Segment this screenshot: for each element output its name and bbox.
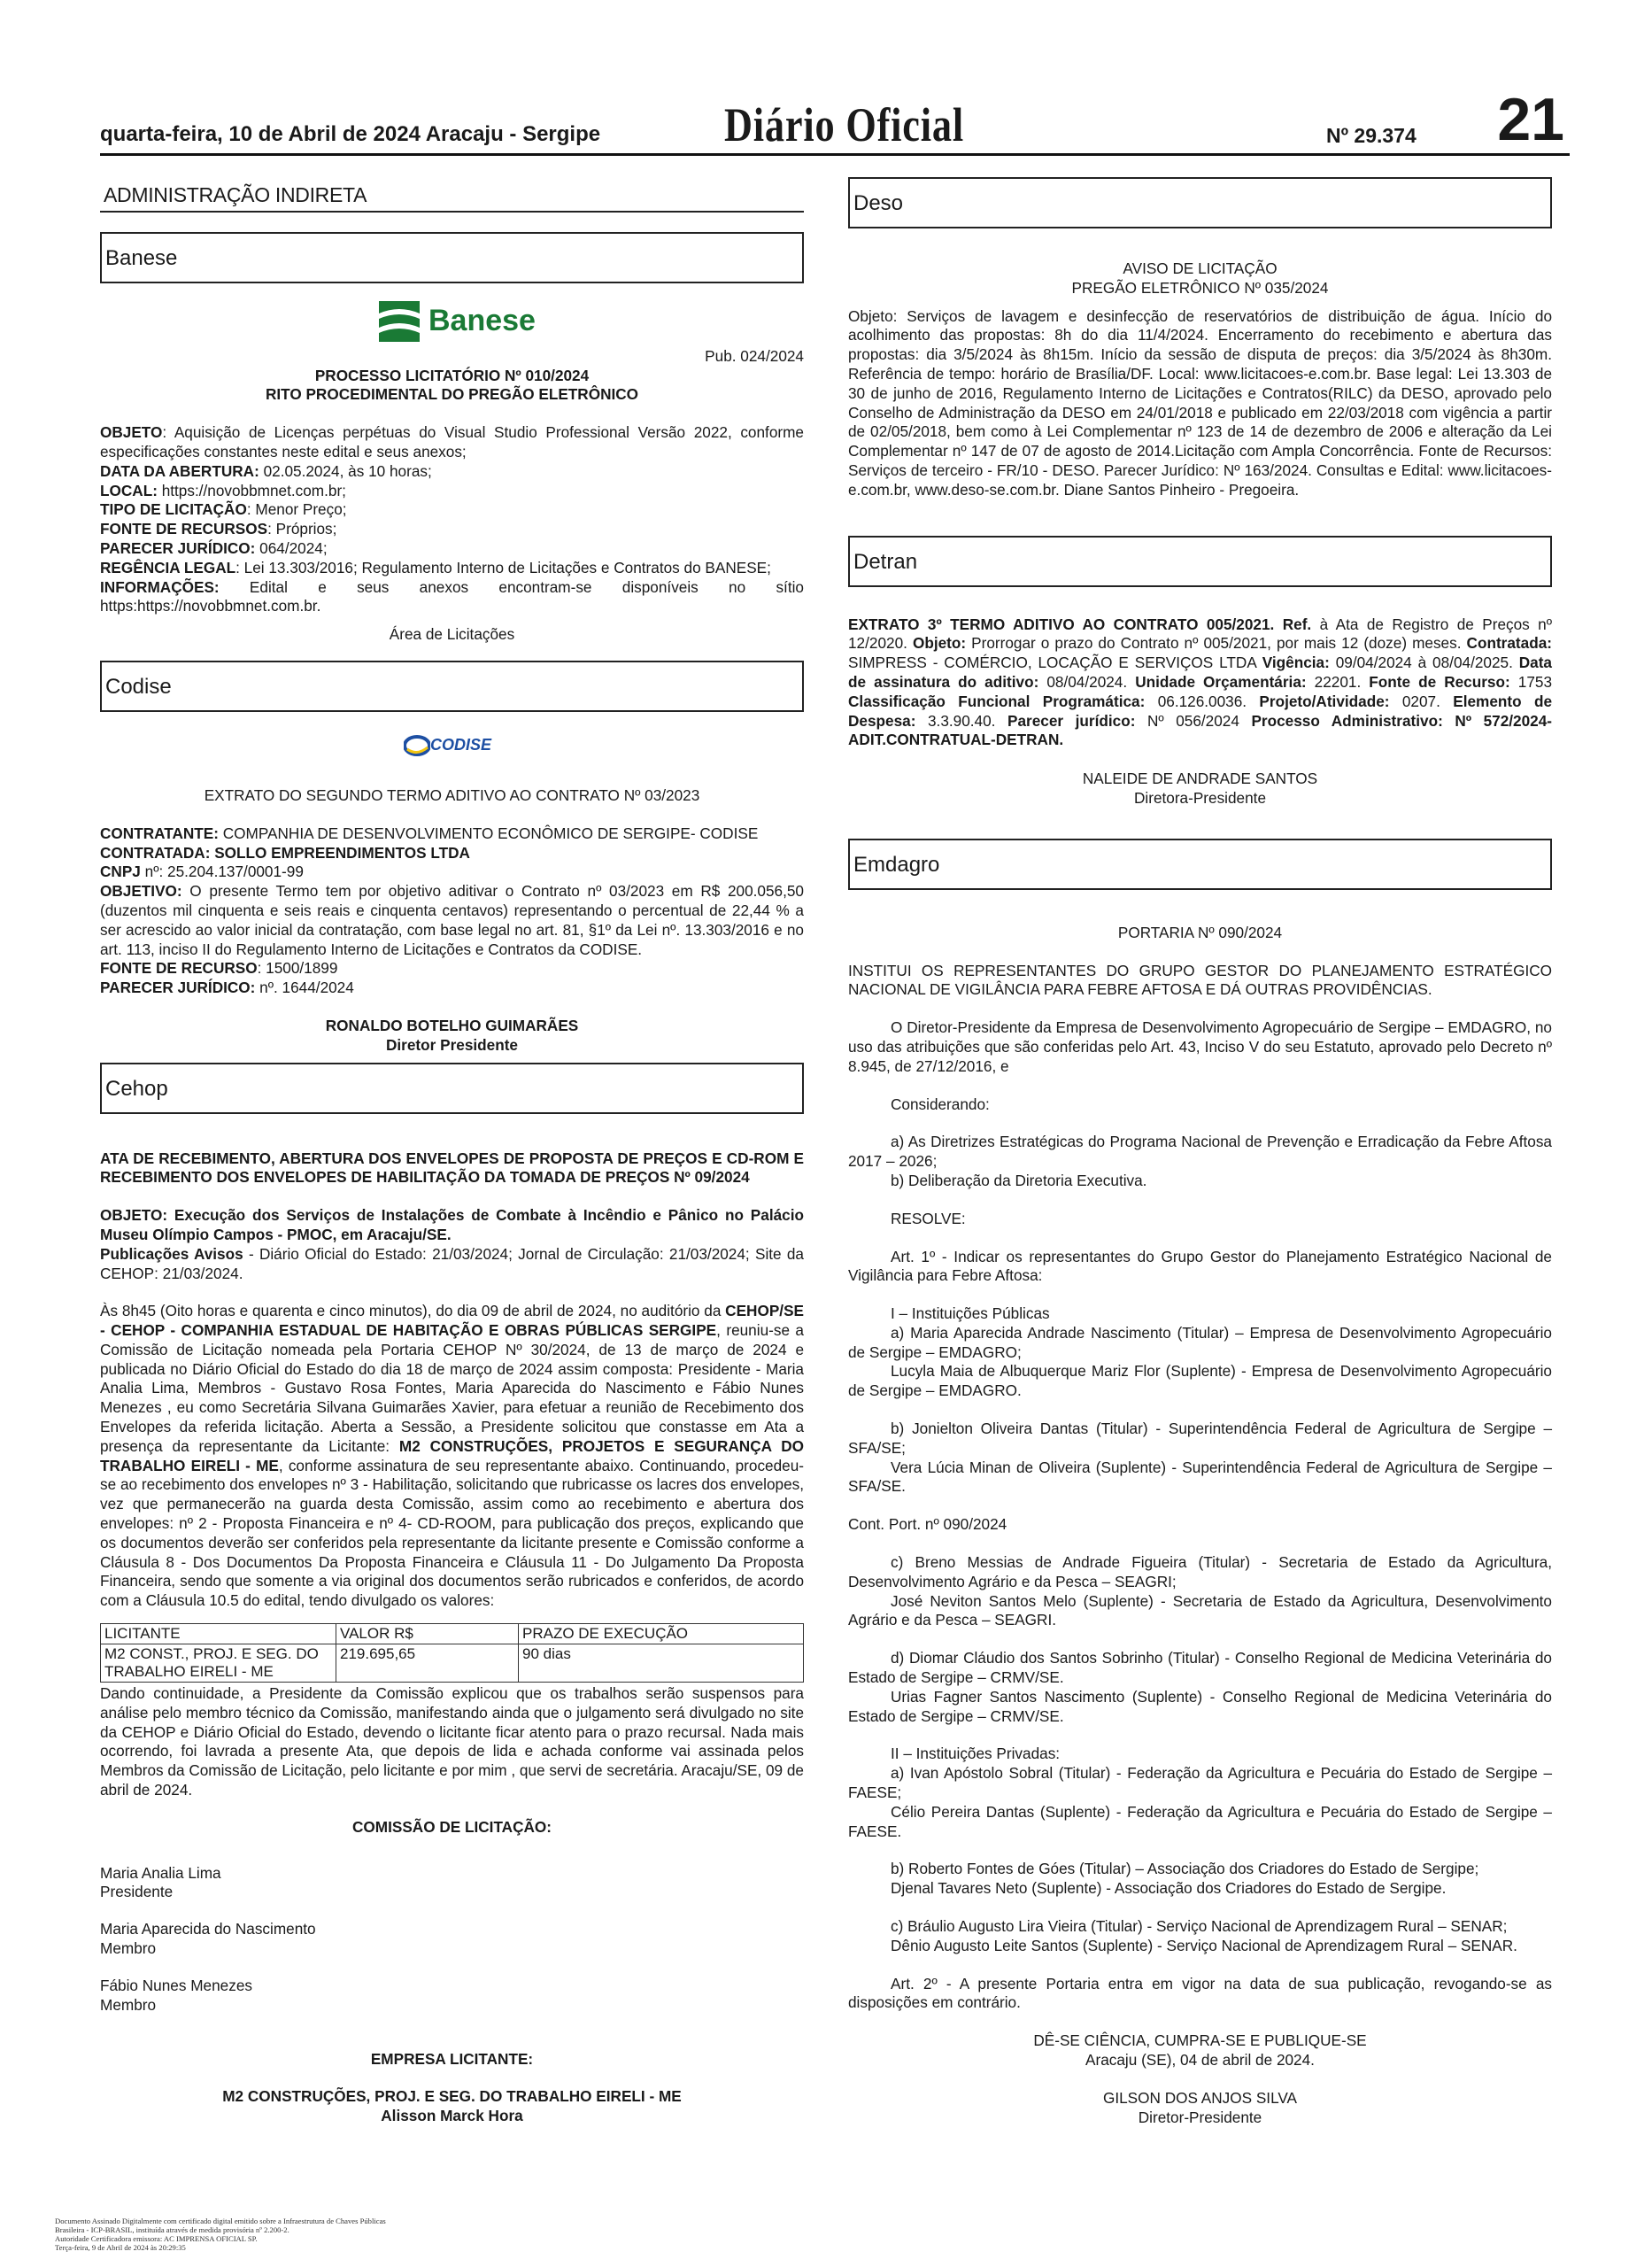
detran-t16: 06.126.0036. — [1145, 692, 1260, 710]
banese-title1: PROCESSO LICITATÓRIO Nº 010/2024 — [314, 366, 590, 384]
banese-regencia-label: REGÊNCIA LEGAL — [100, 558, 236, 576]
banese-section-box: Banese — [100, 232, 804, 283]
emdagro-ementa: INSTITUI OS REPRESENTANTES DO GRUPO GESTOR DO PLANEJAMENTO ESTRATÉGICO NACIONAL DE VIGILÂNCIA PARA FEBRE AFTOSA E DÁ OUTRAS PROVIDÊNCIAS. — [848, 961, 1552, 999]
banese-objeto: : Aquisição de Licenças perpétuas do Visual Studio Professional Versão 2022, conforme especificações constantes neste edital e seus anexos; — [100, 423, 804, 460]
emdagro-cb: b) Deliberação da Diretoria Executiva. — [891, 1171, 1147, 1189]
cehop-p1a: Às 8h45 (Oito horas e quarenta e cinco minutos), do dia 09 de abril de 2024, no auditório da — [100, 1302, 726, 1320]
banese-mark-icon — [379, 301, 420, 342]
banese-logo-area — [100, 290, 804, 352]
footer-line: Brasileira - ICP-BRASIL, instituída através de medida provisória nº 2.200-2. — [55, 2225, 289, 2234]
detran-t15: Classificação Funcional Programática: — [848, 692, 1146, 710]
cehop-p1e: , conforme assinatura de seu representante abaixo. Continuando, procedeu-se ao recebimento dos envelopes nº 3 - Habilitação, solicitando que rubricasse os lacres dos envelopes, vez que permanecerão na guarda desta Comissão, assim como ao recebimento e abertura dos envelopes: nº 2 - Proposta Financeira e nº 4- CD-ROOM, para publicação dos preços, explicando que os documentos deverão ser conferidos pela representante da licitante presente e Comissão conforme a Cláusula 8 - Dos Documentos Da Proposta Financeira e Cláusula 11 - Do Julgamento Da Proposta Financeira, sendo que somente a via original dos documentos serão rubricados e conferidos, de acordo com a Cláusula 10.5 do edital, tendo divulgado os valores: — [100, 1456, 804, 1610]
detran-t11: Unidade Orçamentária: — [1135, 672, 1307, 691]
cehop-p1c: , reuniu-se a Comissão de Licitação nomeada pela Portaria CEHOP Nº 30/2024, de 13 de março de 2024 e publicada no Diário Oficial do Estado do dia 18 de março de 2024 assim composta: Presidente - Maria Analia Lima, Membros - Gustavo Rosa Fontes, Maria Aparecida do Nascimento e Fábio Nunes Menezes , eu como Secretária Silvana Guimarães Xavier, para efetuar a reunião de Recebimento dos Envelopes da referida licitação. Aberta a Sessão, a Presidente solicitou que constasse em Ata a presença da representante da Licitante: — [100, 1321, 804, 1455]
detran-t2: à Ata de Registro de Preços nº 12/2020. — [848, 615, 1552, 653]
emdagro-title: PORTARIA Nº 090/2024 — [1117, 923, 1283, 941]
emdagro-ic: c) Breno Messias de Andrade Figueira (Titular) - Secretaria de Estado da Agricultura, Desenvolvimento Agrário e da Pesca – SEAGRI; — [848, 1553, 1552, 1590]
cehop-empresa-label: EMPRESA LICITANTE: — [370, 2050, 534, 2069]
emdagro-id: d) Diomar Cláudio dos Santos Sobrinho (Titular) - Conselho Regional de Medicina Veterinária do Estado de Sergipe – CRMV/SE. — [848, 1649, 1552, 1687]
header-title: Diário Oficial — [724, 98, 964, 151]
detran-t12: 22201. — [1306, 672, 1370, 691]
emdagro-section-box: Emdagro — [848, 839, 1552, 890]
detran-t18: 0207. — [1389, 692, 1454, 710]
cehop-member-2 — [100, 1920, 804, 1959]
emdagro-iia2: Célio Pereira Dantas (Suplente) - Federação da Agricultura e Pecuária do Estado de Sergipe – FAESE. — [848, 1802, 1552, 1840]
deso-section-box: Deso — [848, 177, 1552, 228]
cehop-empresa: M2 CONSTRUÇÕES, PROJ. E SEG. DO TRABALHO EIRELI - ME — [222, 2087, 682, 2106]
emdagro-ca: a) As Diretrizes Estratégicas do Programa Nacional de Prevenção e Erradicação da Febre Aftosa 2017 – 2026; — [848, 1133, 1552, 1171]
banese-tipo-label: TIPO DE LICITAÇÃO — [100, 500, 247, 519]
cehop-objeto-block — [100, 1206, 804, 1283]
detran-t14: 1753 — [1509, 672, 1553, 691]
emdagro-considerando: Considerando: — [891, 1095, 990, 1113]
footer-line: Documento Assinado Digitalmente com certificado digital emitido sobre a Infraestrutura de Chaves Públicas — [55, 2217, 386, 2225]
codise-fonte: : 1500/1899 — [257, 959, 338, 978]
emdagro-art2: Art. 2º - A presente Portaria entra em vigor na data de sua publicação, revogando-se as disposições em contrário. — [848, 1974, 1552, 2012]
banese-pub: Pub. 024/2024 — [705, 346, 804, 365]
codise-sig-name: RONALDO BOTELHO GUIMARÃES — [325, 1016, 579, 1034]
emdagro-place: Aracaju (SE), 04 de abril de 2024. — [1085, 2051, 1315, 2069]
detran-t10: 08/04/2024. — [1038, 672, 1136, 691]
codise-mark-icon — [404, 735, 430, 756]
banese-fonte: : Próprios; — [267, 520, 337, 538]
detran-t1: EXTRATO 3º TERMO ADITIVO AO CONTRATO 005/2021. Ref. — [848, 615, 1312, 633]
detran-section-box: Detran — [848, 536, 1552, 587]
emdagro-iib: b) Roberto Fontes de Góes (Titular) – Associação dos Criadores do Estado de Sergipe; — [891, 1860, 1479, 1878]
banese-parecer-label: PARECER JURÍDICO: — [100, 538, 256, 557]
codise-contratante-label: CONTRATANTE: — [100, 824, 219, 842]
banese-parecer: 064/2024; — [255, 538, 328, 557]
deso-title1: AVISO DE LICITAÇÃO — [1123, 259, 1278, 277]
emdagro-ii: II – Instituições Privadas: — [891, 1745, 1061, 1763]
codise-body — [100, 824, 804, 998]
codise-title: EXTRATO DO SEGUNDO TERMO ADITIVO AO CONTRATO Nº 03/2023 — [204, 785, 700, 804]
banese-info-label: INFORMAÇÕES: — [100, 577, 220, 596]
footer-line: Autoridade Certificadora emissora: AC IMPRENSA OFICIAL SP. — [55, 2234, 258, 2243]
section-title: ADMINISTRAÇÃO INDIRETA — [100, 177, 804, 213]
detran-t3: Objeto: — [912, 634, 967, 653]
emdagro-iic2: Dênio Augusto Leite Santos (Suplente) - Serviço Nacional de Aprendizagem Rural – SENAR. — [891, 1936, 1517, 1954]
cehop-member-3 — [100, 1977, 804, 2016]
member-role: Membro — [100, 1995, 157, 2014]
emdagro-i: I – Instituições Públicas — [891, 1304, 1050, 1323]
header-date: quarta-feira, 10 de Abril de 2024 Aracaju - Sergipe — [100, 122, 601, 146]
cehop-rep: Alisson Marck Hora — [381, 2107, 523, 2124]
codise-logo-text: CODISE — [430, 736, 492, 754]
table-cell: 219.695,65 — [336, 1644, 519, 1683]
banese-title2: RITO PROCEDIMENTAL DO PREGÃO ELETRÔNICO — [265, 385, 639, 404]
cehop-paragraph-2: Dando continuidade, a Presidente da Comissão explicou que os trabalhos serão suspensos para análise pelo membro técnico da Comissão, manifestando ainda que o julgamento será divulgado no site da CEHOP e Diário Oficial do Estado, devendo o licitante ficar atento para o prazo recursal. Nada mais ocorrendo, foi lavrada a presente Ata, que depois de lida e achada conforme vai assinada pelos Membros da Comissão de Licitação, pelo licitante e por mim , que servi de secretária. Aracaju/SE, 09 de abril de 2024. — [100, 1684, 804, 1799]
emdagro-art1: Art. 1º - Indicar os representantes do Grupo Gestor do Planejamento Estratégico Nacional de Vigilância para Febre Aftosa: — [848, 1247, 1552, 1285]
cehop-objeto: OBJETO: Execução dos Serviços de Instalações de Combate à Incêndio e Pânico no Palácio Museu Olímpio Campos - PMOC, em Aracaju/SE. — [100, 1206, 804, 1243]
cehop-section-box: Cehop — [100, 1063, 804, 1114]
bids-table — [100, 1623, 804, 1683]
detran-t9: Data de assinatura do aditivo: — [848, 654, 1552, 691]
detran-text — [848, 615, 1552, 751]
emdagro-sig-name: GILSON DOS ANJOS SILVA — [1102, 2088, 1298, 2107]
emdagro-ia2: Lucyla Maia de Albuquerque Mariz Flor (Suplente) - Empresa de Desenvolvimento Agropecuário de Sergipe – EMDAGRO. — [848, 1362, 1552, 1400]
emdagro-ib: b) Jonielton Oliveira Dantas (Titular) - Superintendência Federal de Agricultura de Sergipe – SFA/SE; — [848, 1420, 1552, 1457]
emdagro-ib2: Vera Lúcia Minan de Oliveira (Suplente) - Superintendência Federal de Agricultura de Sergipe – SFA/SE. — [848, 1458, 1552, 1496]
member-name: Fábio Nunes Menezes — [100, 1976, 252, 1994]
banese-data: 02.05.2024, às 10 horas; — [259, 461, 432, 480]
codise-parecer-label: PARECER JURÍDICO: — [100, 979, 256, 997]
member-name: Maria Analia Lima — [100, 1863, 221, 1882]
detran-t8: 09/04/2024 à 08/04/2025. — [1329, 654, 1519, 672]
emdagro-cont: Cont. Port. nº 090/2024 — [848, 1515, 1007, 1534]
cehop-p1b: CEHOP/SE - CEHOP - COMPANHIA ESTADUAL DE HABITAÇÃO E OBRAS PÚBLICAS SERGIPE — [100, 1302, 804, 1340]
banese-area: Área de Licitações — [389, 625, 515, 644]
emdagro-ia: a) Maria Aparecida Andrade Nascimento (Titular) – Empresa de Desenvolvimento Agropecuário de Sergipe – EMDAGRO; — [848, 1323, 1552, 1361]
cehop-pub-label: Publicações Avisos — [100, 1244, 243, 1263]
emdagro-intro: O Diretor-Presidente da Empresa de Desenvolvimento Agropecuário de Sergipe – EMDAGRO, no uso das atribuições que são conferidas pelo Art. 43, Inciso V do seu Estatuto, aprovado pelo Decreto nº 8.945, de 27/12/2016, e — [848, 1018, 1552, 1075]
table-header: LICITANTE — [101, 1624, 336, 1644]
detran-t22: Nº 056/2024 — [1135, 711, 1252, 730]
detran-t23: Processo Administrativo: Nº 572/2024-ADIT.CONTRATUAL-DETRAN. — [848, 711, 1552, 749]
detran-t5: Contratada: — [1466, 634, 1552, 653]
emdagro-close: DÊ-SE CIÊNCIA, CUMPRA-SE E PUBLIQUE-SE — [1033, 2031, 1367, 2050]
emdagro-resolve: RESOLVE: — [891, 1209, 966, 1227]
deso-title2: PREGÃO ELETRÔNICO Nº 035/2024 — [1071, 278, 1329, 297]
codise-cnpj: nº: 25.204.137/0001-99 — [140, 863, 304, 881]
codise-objetivo-label: OBJETIVO: — [100, 882, 182, 901]
banese-fonte-label: FONTE DE RECURSOS — [100, 520, 268, 538]
table-header-row — [101, 1624, 804, 1644]
emdagro-sig-role: Diretor-Presidente — [1138, 2108, 1262, 2126]
banese-info: Edital e seus anexos encontram-se disponíveis no sítio https:https://novobbmnet.com.br. — [100, 577, 804, 615]
table-header: PRAZO DE EXECUÇÃO — [519, 1624, 804, 1644]
emdagro-iia: a) Ivan Apóstolo Sobral (Titular) - Federação da Agricultura e Pecuária do Estado de Sergipe – FAESE; — [848, 1764, 1552, 1802]
member-role: Presidente — [100, 1883, 174, 1901]
cehop-member-1 — [100, 1864, 804, 1903]
table-cell: 90 dias — [519, 1644, 804, 1683]
emdagro-ic2: José Neviton Santos Melo (Suplente) - Secretaria de Estado da Agricultura, Desenvolvimento Agrário e da Pesca – SEAGRI. — [848, 1591, 1552, 1629]
detran-t6: SIMPRESS - COMÉRCIO, LOCAÇÃO E SERVIÇOS LTDA — [848, 654, 1262, 672]
table-cell: M2 CONST., PROJ. E SEG. DO TRABALHO EIRELI - ME — [101, 1644, 336, 1683]
detran-t19: Elemento de Despesa: — [848, 692, 1553, 730]
cehop-paragraph-1 — [100, 1302, 804, 1611]
banese-logo-text: Banese — [428, 303, 536, 337]
table-row — [101, 1644, 804, 1683]
deso-text: Objeto: Serviços de lavagem e desinfecção de reservatórios de distribuição de água. Início do acolhimento das propostas: 8h do dia 11/4/2024. Encerramento do recebimento e abertura das propostas: dia 3/5/2024 às 8h15m. Início da sessão de disputa de preços: dia 3/5/2024 às 8h30m. Referência de tempo: horário de Brasília/DF. Local: www.licitacoes-e.com.br. Base legal: Lei 13.303 de 30 de junho de 2016, Regulamento Interno de Licitações e Contratos(RILC) da DESO, aprovado pelo Conselho de Administração da DESO em 24/01/2018 e publicado em 22/03/2018 com vigência a partir de 02/05/2018, bem como à Lei Complementar nº 123 de 14 de dezembro de 2006 e alteração da Lei Complementar nº 147 de 07 de agosto de 2014.Licitação com Ampla Concorrência. Fonte de Recursos: Serviços de terceiro - FR/10 - DESO. Parecer Jurídico: Nº 163/2024. Consultas e Edital: www.licitacoes-e.com.br, www.deso-se.com.br. Diane Santos Pinheiro - Pregoeira. — [848, 306, 1552, 499]
codise-fonte-label: FONTE DE RECURSO — [100, 959, 258, 978]
detran-t7: Vigência: — [1262, 654, 1330, 672]
cehop-title: ATA DE RECEBIMENTO, ABERTURA DOS ENVELOPES DE PROPOSTA DE PREÇOS E CD-ROM E RECEBIMENTO DOS ENVELOPES DE HABILITAÇÃO DA TOMADA DE PREÇOS Nº 09/2024 — [100, 1149, 804, 1187]
detran-sig-name: NALEIDE DE ANDRADE SANTOS — [1082, 770, 1318, 788]
cehop-pub: - Diário Oficial do Estado: 21/03/2024; Jornal de Circulação: 21/03/2024; Site da CEHOP: 21/03/2024. — [100, 1244, 804, 1282]
detran-t20: 3.3.90.40. — [915, 711, 1007, 730]
banese-data-label: DATA DA ABERTURA: — [100, 461, 259, 480]
codise-contratante: COMPANHIA DE DESENVOLVIMENTO ECONÔMICO DE SERGIPE- CODISE — [218, 824, 759, 842]
codise-cnpj-label: CNPJ — [100, 863, 141, 881]
header-page-number: 21 — [1497, 86, 1564, 153]
codise-logo — [404, 735, 491, 756]
detran-t17: Projeto/Atividade: — [1259, 692, 1390, 710]
banese-body — [100, 423, 804, 616]
header-edition: Nº 29.374 — [1326, 124, 1417, 147]
footer-line: Terça-feira, 9 de Abril de 2024 às 20:29:35 — [55, 2243, 186, 2252]
table-header: VALOR R$ — [336, 1624, 519, 1644]
codise-section-box: Codise — [100, 661, 804, 712]
banese-objeto-label: OBJETO — [100, 423, 163, 442]
cehop-p1d: M2 CONSTRUÇÕES, PROJETOS E SEGURANÇA DO TRABALHO EIRELI - ME — [100, 1436, 804, 1474]
banese-regencia: : Lei 13.303/2016; Regulamento Interno de Licitações e Contratos do BANESE; — [235, 558, 771, 576]
detran-t4: Prorrogar o prazo do Contrato nº 005/2021, por mais 12 (doze) meses. — [966, 634, 1467, 653]
banese-tipo: : Menor Preço; — [246, 500, 347, 519]
right-column — [848, 177, 1552, 2127]
page-header — [100, 86, 1570, 156]
emdagro-iic: c) Bráulio Augusto Lira Vieira (Titular) - Serviço Nacional de Aprendizagem Rural – SENAR; — [891, 1917, 1508, 1936]
detran-t21: Parecer jurídico: — [1007, 711, 1136, 730]
banese-logo — [379, 301, 536, 342]
member-name: Maria Aparecida do Nascimento — [100, 1920, 316, 1938]
left-column — [100, 177, 804, 2126]
codise-sig-role: Diretor Presidente — [385, 1035, 518, 1054]
codise-parecer: nº. 1644/2024 — [255, 979, 354, 997]
detran-sig-role: Diretora-Presidente — [1133, 788, 1267, 807]
emdagro-iib2: Djenal Tavares Neto (Suplente) - Associação dos Criadores do Estado de Sergipe. — [891, 1879, 1447, 1898]
emdagro-id2: Urias Fagner Santos Nascimento (Suplente) - Conselho Regional de Medicina Veterinária do Estado de Sergipe – CRMV/SE. — [848, 1687, 1552, 1725]
codise-contratada: CONTRATADA: SOLLO EMPREENDIMENTOS LTDA — [100, 843, 470, 862]
digital-signature-footer — [55, 2217, 386, 2252]
banese-local-label: LOCAL: — [100, 481, 158, 499]
cehop-commission: COMISSÃO DE LICITAÇÃO: — [351, 1817, 552, 1836]
codise-objetivo: O presente Termo tem por objetivo aditivar o Contrato nº 03/2023 em R$ 200.056,50 (duzentos mil cinquenta e seis reais e cinquenta centavos) representando o percentual de 22,44 % a ser acrescido ao valor inicial da contratação, com base legal no art. 81, §1º da Lei nº. 13.303/2016 e no art. 113, inciso II do Regulamento Interno de Licitações e Contratos da CODISE. — [100, 882, 804, 958]
detran-t13: Fonte de Recurso: — [1369, 672, 1510, 691]
banese-local: https://novobbmnet.com.br; — [157, 481, 346, 499]
member-role: Membro — [100, 1939, 157, 1958]
codise-logo-area — [100, 728, 804, 774]
